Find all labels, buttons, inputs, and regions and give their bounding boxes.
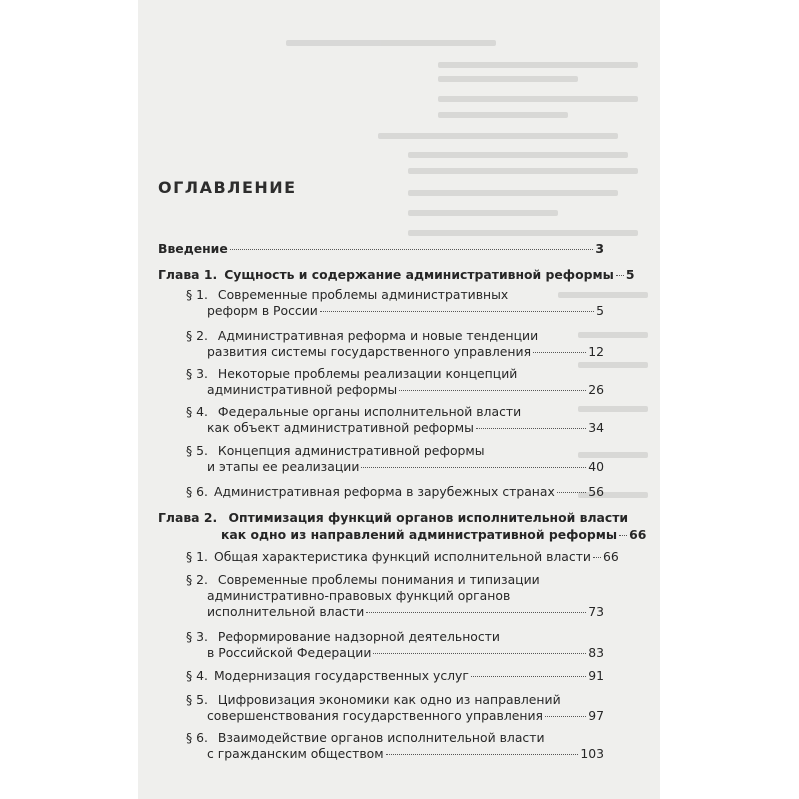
section-title-line: совершенствования государственного управления	[207, 708, 543, 723]
toc-section[interactable]	[186, 572, 540, 587]
section-number: § 2.	[186, 572, 208, 587]
toc-section-continuation[interactable]	[207, 420, 604, 435]
section-title-line: и этапы ее реализации	[207, 459, 360, 474]
toc-section[interactable]	[186, 287, 508, 302]
page-number: 83	[588, 645, 604, 660]
section-title-line: Административная реформа и новые тенденции	[217, 328, 539, 343]
toc-section[interactable]	[186, 629, 500, 644]
toc-section[interactable]	[186, 549, 619, 564]
page-number: 66	[629, 527, 647, 542]
page-number: 26	[588, 382, 604, 397]
dot-leader	[471, 675, 586, 677]
page-number: 66	[603, 549, 619, 564]
dot-leader	[399, 389, 586, 391]
dot-leader	[366, 611, 586, 613]
toc-section-continuation[interactable]	[207, 382, 604, 397]
section-title-line: Модернизация государственных услуг	[213, 668, 469, 683]
toc-chapter-2-continuation[interactable]	[221, 527, 647, 542]
section-title-line: Современные проблемы административных	[217, 287, 509, 302]
chapter-title: Сущность и содержание административной реформы	[224, 267, 614, 282]
chapter-label: Глава 2.	[158, 510, 218, 525]
toc-section-continuation[interactable]	[207, 303, 604, 318]
chapter-label: Глава 1.	[158, 267, 218, 282]
section-number: § 4.	[186, 404, 208, 419]
dot-leader	[593, 556, 601, 558]
toc-section[interactable]	[186, 366, 517, 381]
section-number: § 5.	[186, 443, 208, 458]
dot-leader	[230, 248, 594, 250]
page-number: 40	[588, 459, 604, 474]
section-title-line: административной реформы	[207, 382, 398, 397]
page-number: 3	[595, 241, 604, 256]
dot-leader	[476, 427, 586, 429]
dot-leader	[616, 274, 624, 276]
section-title-line: с гражданским обществом	[207, 746, 384, 761]
toc-section[interactable]	[186, 692, 561, 707]
toc-section[interactable]	[186, 668, 604, 683]
toc-section[interactable]	[186, 328, 538, 343]
toc-heading: ОГЛАВЛЕНИЕ	[158, 178, 297, 197]
section-title-line: в Российской Федерации	[207, 645, 372, 660]
toc-entry-intro[interactable]	[158, 241, 604, 256]
toc-section-continuation[interactable]	[207, 746, 604, 761]
page-number: 5	[596, 303, 604, 318]
toc-section-continuation[interactable]	[207, 344, 604, 359]
section-title-line: реформ в России	[207, 303, 318, 318]
section-title-line: Реформирование надзорной деятельности	[217, 629, 500, 644]
section-title-line: Цифровизация экономики как одно из направлений	[217, 692, 561, 707]
section-title-line: исполнительной власти	[207, 604, 365, 619]
toc-section-continuation[interactable]	[207, 645, 604, 660]
section-title-line: Современные проблемы понимания и типизации	[217, 572, 540, 587]
toc-section[interactable]	[186, 443, 485, 458]
toc-section-continuation[interactable]	[207, 708, 604, 723]
section-number: § 5.	[186, 692, 208, 707]
section-number: § 1.	[186, 549, 208, 564]
section-title-line: Федеральные органы исполнительной власти	[217, 404, 522, 419]
section-title-line: Некоторые проблемы реализации концепций	[217, 366, 518, 381]
section-title-line: Взаимодействие органов исполнительной власти	[217, 730, 545, 745]
section-title-line: как объект административной реформы	[207, 420, 474, 435]
dot-leader	[619, 534, 627, 536]
toc-chapter-2[interactable]	[158, 510, 628, 525]
toc-section[interactable]	[186, 484, 604, 499]
section-number: § 6.	[186, 484, 208, 499]
dot-leader	[545, 715, 586, 717]
toc-section[interactable]	[186, 730, 545, 745]
section-title-line: Общая характеристика функций исполнительной власти	[213, 549, 591, 564]
book-page	[138, 0, 660, 799]
section-number: § 6.	[186, 730, 208, 745]
dot-leader	[373, 652, 586, 654]
dot-leader	[533, 351, 586, 353]
toc-chapter-1[interactable]	[158, 267, 635, 282]
dot-leader	[361, 466, 586, 468]
page-number: 73	[588, 604, 604, 619]
toc-entry-label: Введение	[158, 241, 228, 256]
chapter-title: как одно из направлений административной реформы	[221, 527, 618, 542]
dot-leader	[557, 491, 586, 493]
section-title-line: административно-правовых функций органов	[207, 588, 511, 603]
chapter-title: Оптимизация функций органов исполнительной власти	[228, 510, 629, 525]
dot-leader	[386, 753, 579, 755]
section-title-line: развития системы государственного управления	[207, 344, 532, 359]
section-number: § 2.	[186, 328, 208, 343]
page-number: 34	[588, 420, 604, 435]
section-number: § 4.	[186, 668, 208, 683]
page-number: 91	[588, 668, 604, 683]
toc-section[interactable]	[186, 404, 521, 419]
section-title-line: Концепция административной реформы	[217, 443, 485, 458]
page-number: 5	[625, 267, 635, 282]
page-number: 97	[588, 708, 604, 723]
page-number: 12	[588, 344, 604, 359]
section-number: § 1.	[186, 287, 208, 302]
page-number: 103	[580, 746, 604, 761]
page-number: 56	[588, 484, 604, 499]
section-title-line: Административная реформа в зарубежных странах	[213, 484, 555, 499]
section-number: § 3.	[186, 366, 208, 381]
dot-leader	[320, 310, 594, 312]
toc-section-continuation[interactable]	[207, 459, 604, 474]
toc-section-continuation[interactable]	[207, 604, 604, 619]
section-number: § 3.	[186, 629, 208, 644]
